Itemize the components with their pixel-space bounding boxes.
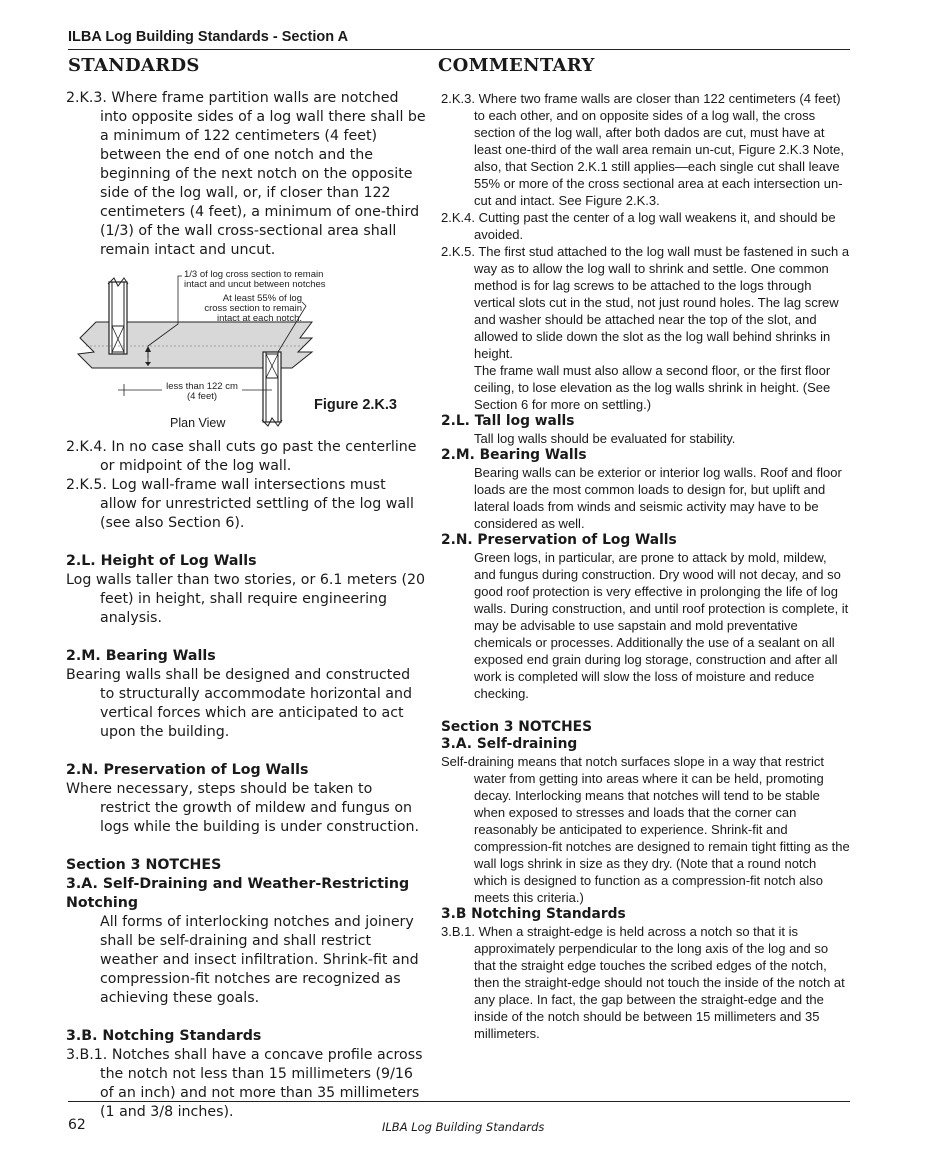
commentary-2n-heading: 2.N. Preservation of Log Walls (441, 532, 677, 548)
commentary-3a: Self-draining means that notch surfaces slope in a way that restrict water from getting into areas where it can be held, promoting decay. Interlocking means that notches will tend to be stable when exposed to stresses and loads that the corner can reasonably be anticipated to experience. Shrink-fit and compression-fit notches are designed to remain tight fitting as the wall logs shrink in size as they dry. (Note that a round notch which is designed to function as a compression-fit notch also meets this criteria.) (441, 754, 850, 905)
note-dimension: less than 122 cm (4 feet) (162, 382, 242, 402)
standard-2n: Where necessary, steps should be taken to restrict the growth of mildew and fungus on logs while the building is under construction. (66, 781, 420, 835)
standard-3a-heading: 3.A. Self-Draining and Weather-Restricting Notching (66, 876, 410, 911)
note-55-percent: At least 55% of log cross section to remain intact at each notch. (204, 293, 302, 324)
standards-column (66, 89, 426, 1122)
commentary-2l: Tall log walls should be evaluated for stability. (474, 431, 736, 446)
commentary-2k5-continued: The frame wall must also allow a second floor, or the first floor ceiling, to lose elevation as the log walls shrink in height. (See Section 6 for more on settling.) (474, 363, 831, 412)
figure-view-label: Plan View (170, 416, 226, 430)
standard-2m-heading: 2.M. Bearing Walls (66, 648, 216, 664)
page-number: 62 (68, 1117, 86, 1133)
standard-2k4: 2.K.4. In no case shall cuts go past the centerline or midpoint of the log wall. (66, 439, 417, 474)
commentary-2k4: 2.K.4. Cutting past the center of a log wall weakens it, and should be avoided. (441, 210, 836, 242)
commentary-2k5: 2.K.5. The first stud attached to the log wall must be fastened in such a way as to allow the log wall to shrink and settle. One common method is for lag screws to be attached to the logs through vertical slots cut in the stud, not just round holes. The lag screw and washer should be attached near the top of the slot, and allowed to slide down the slot as the log wall behind shrinks in height. (441, 244, 850, 361)
commentary-title: COMMENTARY (438, 55, 595, 76)
commentary-2m-heading: 2.M. Bearing Walls (441, 447, 587, 463)
standard-3a: All forms of interlocking notches and joinery shall be self-draining and shall restrict weather and insect infiltration. Shrink-fit and compression-fit notches are recognized as achieving these goals. (100, 914, 419, 1006)
commentary-2m: Bearing walls can be exterior or interior log walls. Roof and floor loads are the most common loads to design for, but uplift and lateral loads from winds and seismic activity may have to be considered as well. (474, 465, 842, 531)
standard-2n-heading: 2.N. Preservation of Log Walls (66, 762, 309, 778)
standards-title: STANDARDS (68, 55, 200, 76)
footer-rule (68, 1101, 850, 1102)
commentary-2k3: 2.K.3. Where two frame walls are closer than 122 centimeters (4 feet) to each other, and on opposite sides of a log wall, the cross section of the log wall, after both dados are cut, must have at least one-third of the wall area remain un-cut, Figure 2.K.3 Note, also, that Section 2.K.1 still applies—each single cut shall leave 55% or more of the cross sectional area at each intersection un-cut and intact. See Figure 2.K.3. (441, 91, 844, 208)
figure-caption: Figure 2.K.3 (314, 397, 397, 413)
standard-3b1: 3.B.1. Notches shall have a concave profile across the notch not less than 15 millimeters (9/16 of an inch) and not more than 35 millimeters (1 and 3/8 inches). (66, 1047, 423, 1120)
standard-2k5: 2.K.5. Log wall-frame wall intersections must allow for unrestricted settling of the log wall (see also Section 6). (66, 477, 414, 531)
commentary-2l-heading: 2.L. Tall log walls (441, 413, 575, 429)
standard-2k3: 2.K.3. Where frame partition walls are notched into opposite sides of a log wall there shall be a minimum of 122 centimeters (4 feet) between the end of one notch and the beginning of the next notch on the opposite side of the log wall, or, if closer than 122 centimeters (4 feet), a minimum of one-third (1/3) of the wall cross-sectional area shall remain intact and uncut. (66, 90, 426, 258)
commentary-section-3-heading: Section 3 NOTCHES (441, 719, 593, 735)
standard-2l-heading: 2.L. Height of Log Walls (66, 553, 257, 569)
commentary-3b1: 3.B.1. When a straight-edge is held across a notch so that it is approximately perpendicular to the long axis of the log and so that the straight edge touches the scribed edges of the notch, then the straight-edge should not touch the inside of the notch at any place. In fact, the gap between the straight-edge and the inside of the notch should be between 15 millimeters and 35 millimeters. (441, 924, 845, 1041)
figure-2k3 (66, 266, 426, 434)
running-header (68, 28, 850, 50)
standard-2m: Bearing walls shall be designed and constructed to structurally accommodate horizontal and vertical forces which are anticipated to act upon the building. (66, 667, 412, 740)
footer-title: ILBA Log Building Standards (382, 1120, 545, 1134)
section-3-heading: Section 3 NOTCHES (66, 857, 222, 873)
commentary-column (441, 90, 851, 1042)
note-one-third: 1/3 of log cross section to remain intact and uncut between notches (184, 269, 326, 290)
standard-2l: Log walls taller than two stories, or 6.1 meters (20 feet) in height, shall require engineering analysis. (66, 572, 426, 626)
commentary-3b-heading: 3.B Notching Standards (441, 906, 626, 922)
commentary-2n: Green logs, in particular, are prone to attack by mold, mildew, and fungus during construction. Dry wood will not decay, and so good roof protection is very effective in prolonging the life of log walls. During construction, and until roof protection is complete, it may be advisable to use sapstain and mold preventative chemicals or processes. Additionally the use of a sealant on all exposed end grain during log storage, construction and after all work is completed will slow the loss of moisture and reduce checking. (474, 550, 849, 701)
commentary-3a-heading: 3.A. Self-draining (441, 736, 578, 752)
standard-3b-heading: 3.B. Notching Standards (66, 1028, 262, 1044)
header-title: ILBA Log Building Standards - Section A (68, 29, 349, 45)
